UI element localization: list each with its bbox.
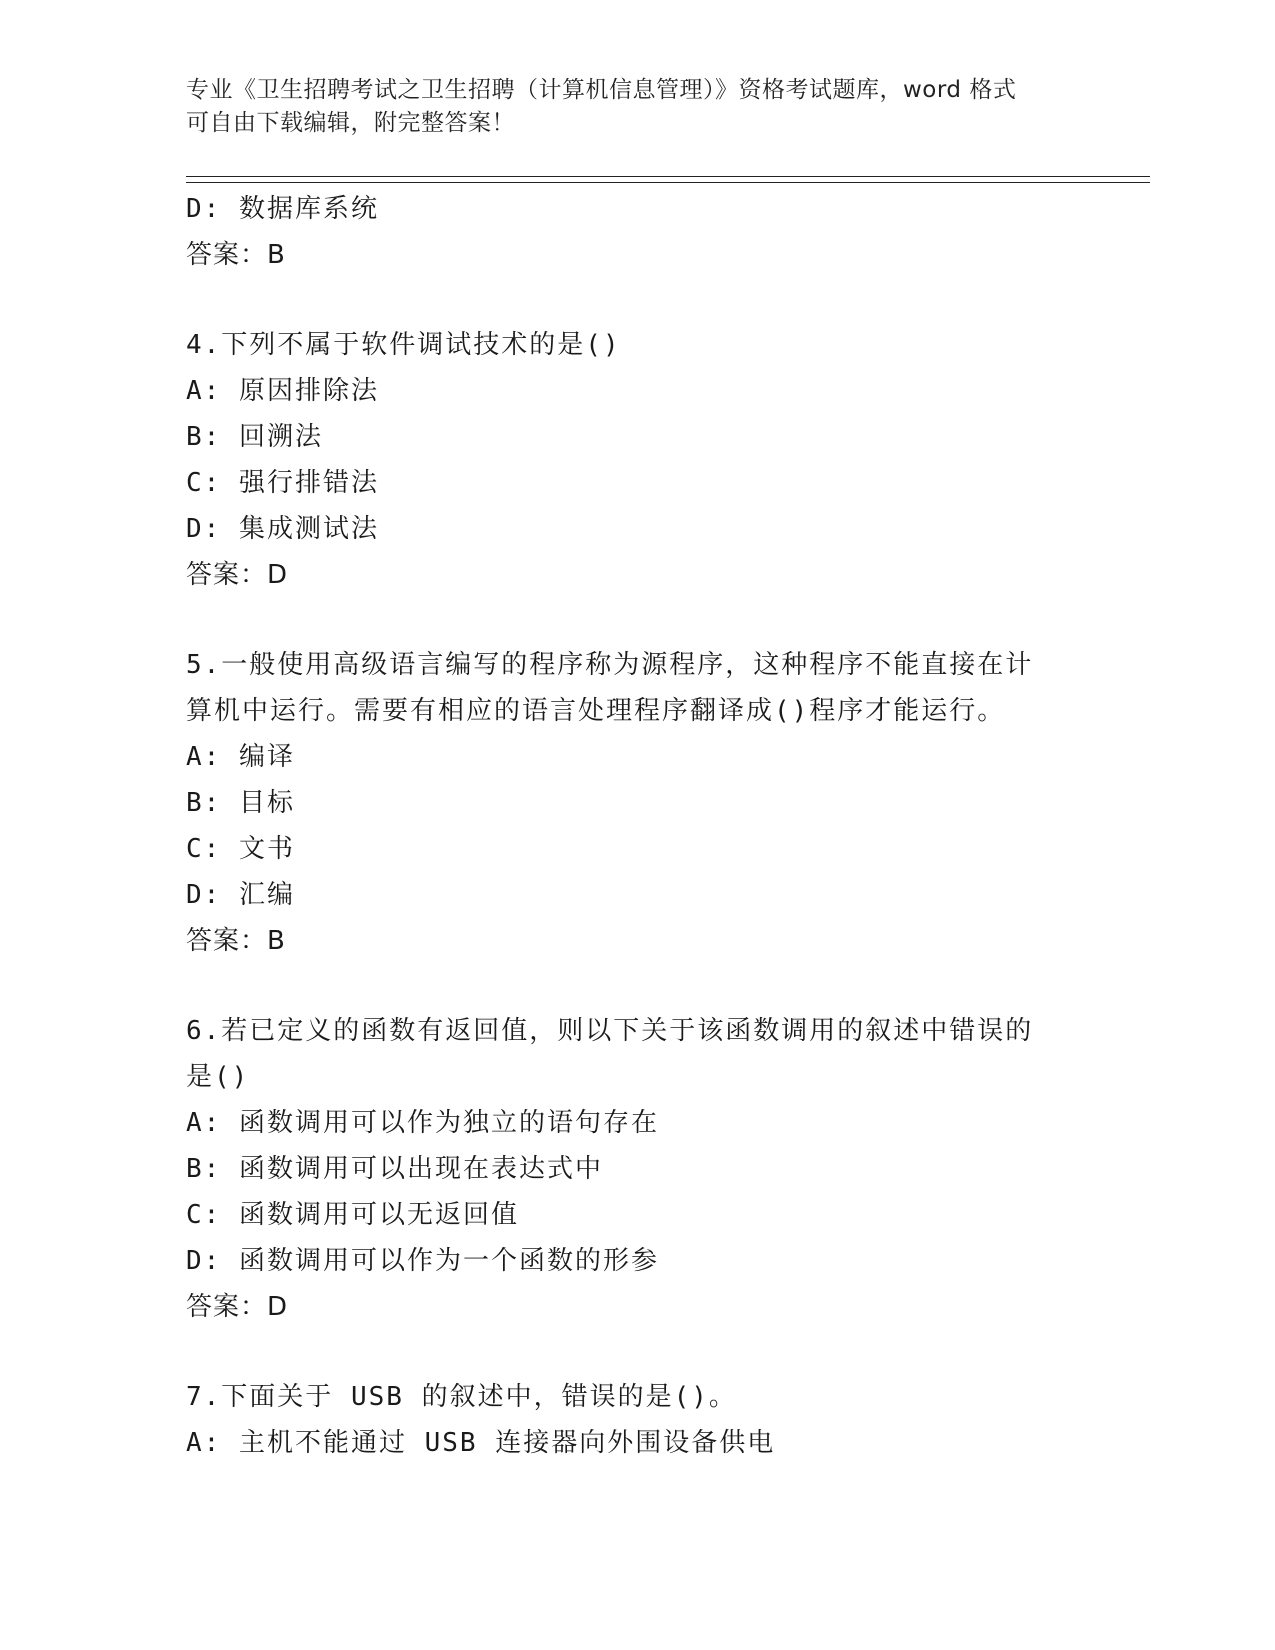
option-a: A: 主机不能通过 USB 连接器向外围设备供电 [186,1428,776,1458]
question-block-4 [186,322,1086,598]
question-text: 4.下列不属于软件调试技术的是() [186,330,621,360]
option-c: C: 文书 [186,834,295,864]
option-c: C: 函数调用可以无返回值 [186,1200,519,1230]
option-b: B: 函数调用可以出现在表达式中 [186,1154,603,1184]
header-line-1: 专业《卫生招聘考试之卫生招聘（计算机信息管理）》资格考试题库，word 格式 [186,77,1017,103]
answer-line: 答案：B [186,240,286,270]
answer-line: 答案：B [186,926,286,956]
option-a: A: 原因排除法 [186,376,379,406]
answer-line: 答案：D [186,1292,289,1322]
option-d: D: 汇编 [186,880,295,910]
option-a: A: 编译 [186,742,295,772]
question-text-line-2: 算机中运行。需要有相应的语言处理程序翻译成()程序才能运行。 [186,696,1006,726]
question-text-line-1: 6.若已定义的函数有返回值，则以下关于该函数调用的叙述中错误的 [186,1016,1034,1046]
option-d: D: 集成测试法 [186,514,379,544]
header-line-2: 可自由下载编辑，附完整答案！ [186,110,515,136]
question-list [186,186,1086,1466]
option-b: B: 目标 [186,788,295,818]
question-block-6 [186,1008,1086,1330]
option-c: C: 强行排错法 [186,468,379,498]
question-text-line-2: 是() [186,1062,250,1092]
header-divider [186,176,1150,183]
question-block-7 [186,1374,1086,1466]
option-b: B: 回溯法 [186,422,323,452]
option-d: D: 数据库系统 [186,194,379,224]
question-block-prev [186,186,1086,278]
option-d: D: 函数调用可以作为一个函数的形参 [186,1246,659,1276]
answer-line: 答案：D [186,560,289,590]
question-block-5 [186,642,1086,964]
question-text-line-1: 5.一般使用高级语言编写的程序称为源程序，这种程序不能直接在计 [186,650,1034,680]
question-text: 7.下面关于 USB 的叙述中，错误的是()。 [186,1382,737,1412]
option-a: A: 函数调用可以作为独立的语句存在 [186,1108,659,1138]
document-header [186,74,1066,140]
